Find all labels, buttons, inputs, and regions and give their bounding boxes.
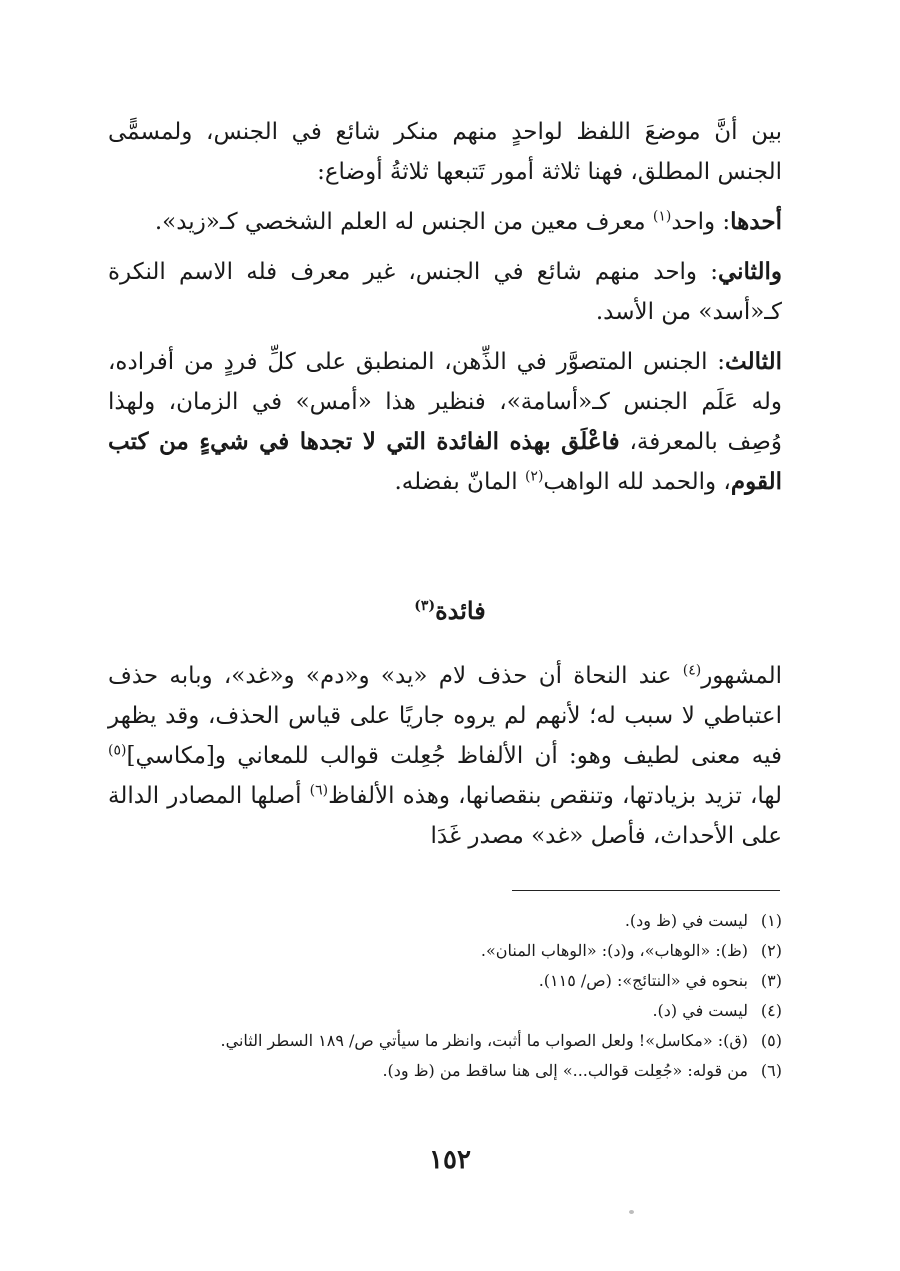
paragraph-text: المشهور — [701, 663, 782, 689]
footnote-item — [100, 1026, 782, 1056]
footnote-text: بنحوه في «النتائج»: (ص/ ١١٥). — [538, 971, 748, 990]
footnote-ref: (١) — [652, 208, 672, 225]
footnote-number: (٣) — [760, 971, 782, 990]
paragraph-lead-word: الثالث — [725, 348, 782, 375]
paragraph-text: عند النحاة أن حذف لام «يد» و«دم» و«غد»، وبابه حذف اعتباطي لا سبب له؛ لأنهم لم يروه جاريًا على قياس الحذف، وقد يظهر فيه معنى لطيف وهو: أن الألفاظ جُعِلت قوالب للمعاني و[مكاسي] — [108, 663, 782, 769]
paragraph-first-mode — [108, 202, 782, 242]
footnote-item — [100, 966, 782, 996]
footnote-text: (ظ): «الوهاب»، و(د): «الوهاب المنان». — [480, 941, 748, 960]
footnotes-list — [100, 906, 782, 1086]
paragraph-text: لها، تزيد بزيادتها، وتنقص بنقصانها، وهذه الألفاظ — [328, 783, 782, 809]
paragraph-text: : الجنس المتصوَّر في الذِّهن، المنطبق على كلِّ فردٍ من أفراده، وله عَلَم الجنس كـ«أسامة»، فنظير هذا «أمس» في الزمان، ولهذا وُصِف بالمعرفة، — [108, 349, 782, 455]
footnote-text: من قوله: «جُعِلت قوالب...» إلى هنا ساقط من (ظ ود). — [382, 1061, 748, 1080]
footnote-separator — [512, 890, 780, 891]
footnote-ref: (٥) — [108, 742, 127, 759]
paragraph-text: أصلها المصادر الدالة على الأحداث، فأصل «غد» مصدر غَدَا — [108, 783, 782, 849]
paragraph-lead-word: أحدها — [730, 208, 782, 235]
main-text-bottom — [108, 656, 782, 866]
footnote-item — [100, 996, 782, 1026]
paragraph-second-mode — [108, 252, 782, 332]
paragraph-third-mode — [108, 342, 782, 502]
emphasized-text: فاعْلَق بهذه الفائدة التي لا تجدها في شيءٍ من كتب القوم — [108, 428, 782, 495]
footnote-ref: (٦) — [309, 782, 329, 799]
section-heading-text: فائدة — [435, 596, 486, 625]
paragraph-intro-text: بين أنَّ موضعَ اللفظ لواحدٍ منهم منكر شائع في الجنس، ولمسمًّى الجنس المطلق، فهنا ثلاثة أمور تَتبعها ثلاثةُ أوضاع: — [108, 119, 782, 185]
footnote-ref: (٤) — [682, 662, 702, 679]
footnote-text: (ق): «مكاسل»! ولعل الصواب ما أثبت، وانظر ما سيأتي ص/ ١٨٩ السطر الثاني. — [220, 1031, 748, 1050]
footnote-ref: (٢) — [524, 468, 544, 485]
paragraph-intro — [108, 112, 782, 192]
paragraph-text: المانّ بفضله. — [394, 469, 525, 495]
paragraph-text: : واحد منهم شائع في الجنس، غير معرف فله الاسم النكرة كـ«أسد» من الأسد. — [108, 259, 782, 325]
paragraph-text: : واحد — [671, 209, 731, 235]
scan-speck — [629, 1210, 634, 1214]
page-number: ١٥٢ — [429, 1145, 471, 1175]
footnote-item — [100, 1056, 782, 1086]
footnote-item — [100, 906, 782, 936]
footnote-number: (٢) — [760, 941, 782, 960]
footnote-text: ليست في (ظ ود). — [624, 911, 748, 930]
footnote-item — [100, 936, 782, 966]
section-heading — [0, 596, 900, 625]
paragraph-benefit — [108, 656, 782, 856]
main-text-top — [108, 112, 782, 512]
footnote-ref: (٣) — [414, 598, 436, 614]
paragraph-text: ، والحمد لله الواهب — [543, 469, 731, 495]
footnote-number: (٦) — [760, 1061, 782, 1080]
footnote-number: (٥) — [760, 1031, 782, 1050]
paragraph-lead-word: والثاني — [717, 258, 782, 285]
footnote-number: (٤) — [760, 1001, 782, 1020]
paragraph-text: معرف معين من الجنس له العلم الشخصي كـ«زيد». — [154, 209, 653, 235]
footnote-number: (١) — [760, 911, 782, 930]
footnote-text: ليست في (د). — [652, 1001, 748, 1020]
